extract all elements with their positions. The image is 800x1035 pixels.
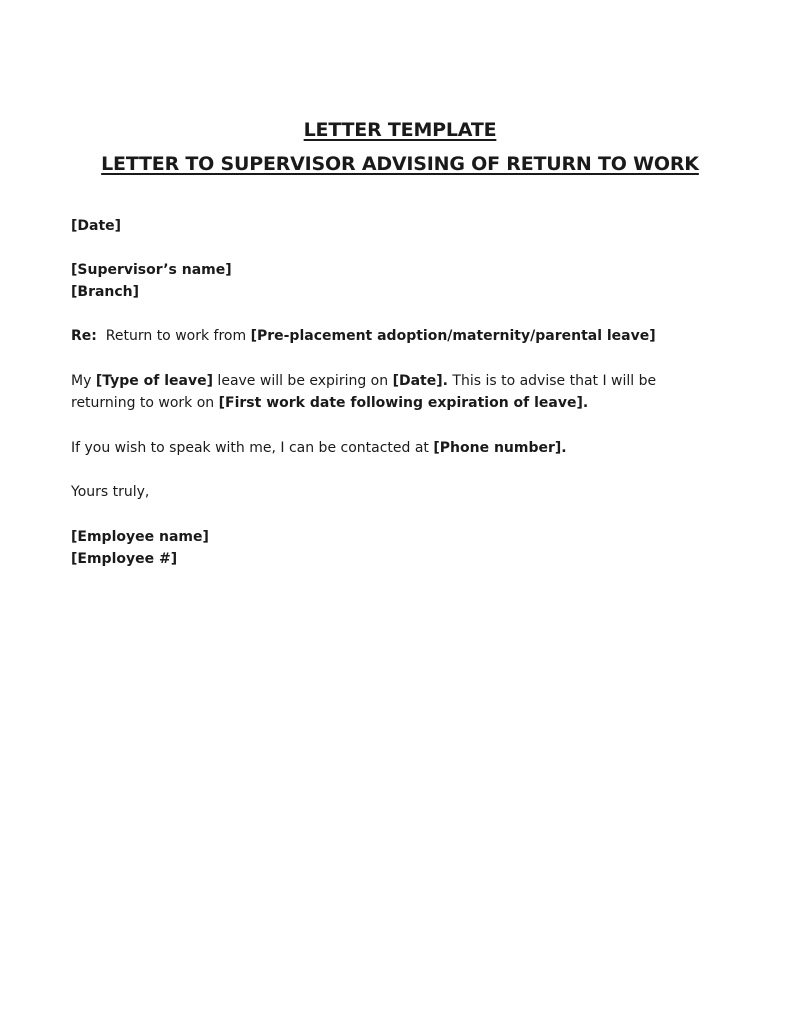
- p1-text-1: My: [71, 373, 96, 389]
- body-paragraph-1-line-1: [71, 370, 656, 392]
- type-of-leave-placeholder: [Type of leave]: [95, 373, 213, 389]
- document-title: LETTER TEMPLATE: [303, 119, 497, 141]
- p1-text-2: leave will be expiring on: [212, 373, 393, 389]
- first-work-date-placeholder: [First work date following expiration of leave].: [218, 395, 589, 411]
- branch-placeholder: [Branch]: [71, 284, 140, 300]
- re-leave-placeholder: [Pre-placement adoption/maternity/parental leave]: [250, 328, 656, 344]
- body-paragraph-2: [71, 437, 567, 459]
- re-line: [71, 325, 656, 347]
- p1-text-4: returning to work on: [71, 395, 219, 411]
- date-placeholder: [Date]: [71, 218, 122, 234]
- body-paragraph-1-line-2: [71, 392, 588, 414]
- document-subtitle: LETTER TO SUPERVISOR ADVISING OF RETURN TO WORK: [101, 153, 699, 175]
- phone-number-placeholder: [Phone number].: [433, 440, 567, 456]
- employee-number-placeholder: [Employee #]: [71, 551, 178, 567]
- p2-text-1: If you wish to speak with me, I can be contacted at: [71, 440, 434, 456]
- expiry-date-placeholder: [Date].: [392, 373, 448, 389]
- closing-salutation: Yours truly,: [71, 484, 150, 500]
- supervisor-name-placeholder: [Supervisor’s name]: [71, 262, 232, 278]
- re-text: Return to work from: [105, 328, 251, 344]
- p1-text-3: This is to advise that I will be: [447, 373, 657, 389]
- employee-name-placeholder: [Employee name]: [71, 529, 209, 545]
- re-label: Re:: [71, 328, 97, 344]
